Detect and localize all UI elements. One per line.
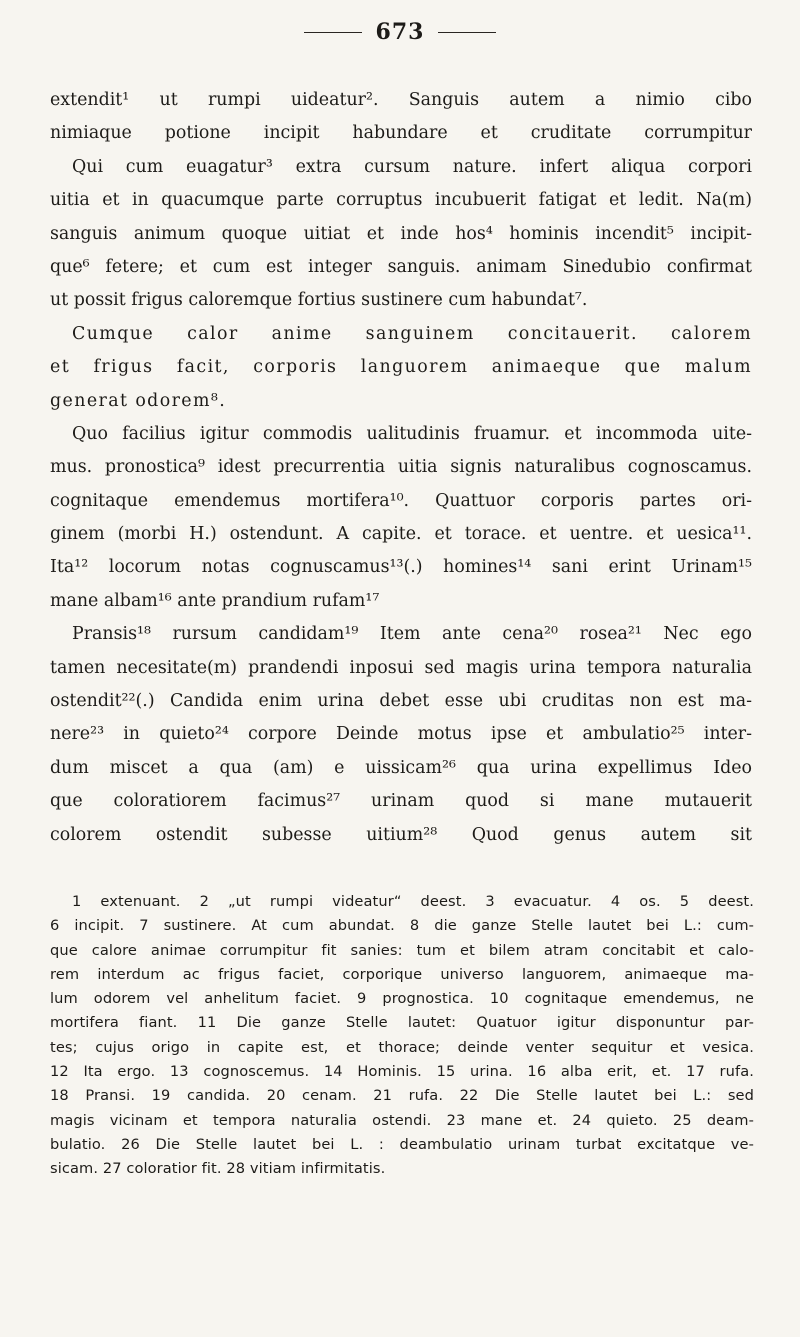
footnote-line: 6 incipit. 7 sustinere. At cum abundat. 8 die ganze Stelle lautet bei L.: cum- <box>50 917 754 935</box>
text-line: extendit¹ ut rumpi uideatur². Sanguis autem a nimio cibo <box>50 90 752 110</box>
text-line: ostendit²²(.) Candida enim urina debet esse ubi cruditas non est ma- <box>50 691 752 712</box>
footnote-line: mortifera fiant. 11 Die ganze Stelle lautet: Quatuor igitur disponuntur par- <box>50 1014 754 1032</box>
footnote-line: rem interdum ac frigus faciet, corporique universo languorem, animaeque ma- <box>50 965 754 983</box>
footnote-line: lum odorem vel anhelitum faciet. 9 prognostica. 10 cognitaque emendemus, ne <box>50 990 754 1008</box>
main-text <box>50 84 752 852</box>
text-line: uitia et in quacumque parte corruptus incubuerit fatigat et ledit. Na(m) <box>50 190 752 211</box>
text-line: Pransis¹⁸ rursum candidam¹⁹ Item ante cena²⁰ rosea²¹ Nec ego <box>72 624 752 645</box>
header-rule-left <box>304 32 362 33</box>
text-line: tamen necesitate(m) prandendi inposui sed magis urina tempora naturalia <box>50 657 752 678</box>
footnotes <box>50 890 754 1182</box>
text-line: que coloratiorem facimus²⁷ urinam quod si mane mutauerit <box>50 791 752 812</box>
text-line: et frigus facit, corporis languorem animaeque que malum <box>50 357 752 378</box>
text-line: colorem ostendit subesse uitium²⁸ Quod genus autem sit <box>50 824 752 845</box>
text-line: cognitaque emendemus mortifera¹⁰. Quattuor corporis partes ori- <box>50 490 752 511</box>
header-rule-right <box>438 32 496 33</box>
text-line: mane albam¹⁶ ante prandium rufam¹⁷ <box>50 590 380 611</box>
page-number: 673 <box>375 19 425 45</box>
text-line: Quo facilius igitur commodis ualitudinis fruamur. et incommoda uite- <box>72 423 752 444</box>
footnote-line: bulatio. 26 Die Stelle lautet bei L. : deambulatio urinam turbat excitatque ve- <box>50 1135 754 1153</box>
page-header <box>0 14 800 50</box>
footnote-line: 1 extenuant. 2 „ut rumpi videatur“ deest. 3 evacuatur. 4 os. 5 deest. <box>72 893 754 910</box>
footnote-line: que calore animae corrumpitur fit sanies: tum et bilem atram concitabit et calo- <box>50 941 754 959</box>
footnote-line: sicam. 27 coloratior fit. 28 vitiam infirmitatis. <box>50 1160 386 1178</box>
text-line: mus. pronostica⁹ idest precurrentia uitia signis naturalibus cognoscamus. <box>50 457 752 478</box>
text-line: Cumque calor anime sanguinem concitauerit. calorem <box>72 323 752 344</box>
footnote-line: tes; cujus origo in capite est, et thorace; deinde venter sequitur et vesica. <box>50 1038 754 1056</box>
text-line: sanguis animum quoque uitiat et inde hos⁴ hominis incendit⁵ incipit- <box>50 223 752 244</box>
text-line: que⁶ fetere; et cum est integer sanguis. animam Sinedubio confirmat <box>50 256 752 277</box>
text-line: ginem (morbi H.) ostendunt. A capite. et torace. et uentre. et uesica¹¹. <box>50 524 752 545</box>
text-line: nimiaque potione incipit habundare et cruditate corrumpitur <box>50 123 752 144</box>
footnote-line: magis vicinam et tempora naturalia ostendi. 23 mane et. 24 quieto. 25 deam- <box>50 1111 754 1129</box>
text-line: Ita¹² locorum notas cognuscamus¹³(.) homines¹⁴ sani erint Urinam¹⁵ <box>50 557 752 578</box>
text-line: dum miscet a qua (am) e uissicam²⁶ qua urina expellimus Ideo <box>50 757 752 778</box>
text-line: Qui cum euagatur³ extra cursum nature. infert aliqua corpori <box>72 156 752 177</box>
footnote-line: 18 Pransi. 19 candida. 20 cenam. 21 rufa. 22 Die Stelle lautet bei L.: sed <box>50 1087 754 1105</box>
text-line: nere²³ in quieto²⁴ corpore Deinde motus ipse et ambulatio²⁵ inter- <box>50 724 752 745</box>
footnote-line: 12 Ita ergo. 13 cognoscemus. 14 Hominis. 15 urina. 16 alba erit, et. 17 rufa. <box>50 1063 754 1081</box>
text-line: ut possit frigus caloremque fortius sustinere cum habundat⁷. <box>50 290 588 311</box>
text-line: generat odorem⁸. <box>50 390 227 411</box>
